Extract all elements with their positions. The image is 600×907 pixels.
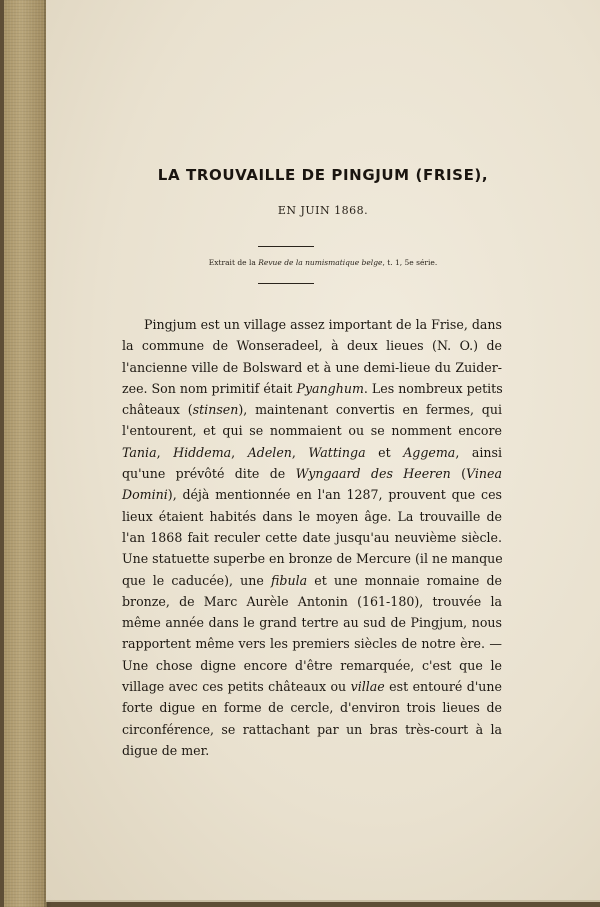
- body-line: [122, 378, 502, 399]
- document-title: LA TROUVAILLE DE PINGJUM (FRISE),: [157, 166, 489, 184]
- italic-text: Vinea: [466, 466, 503, 482]
- text-run: et une monnaie romaine de: [307, 572, 502, 588]
- body-line: [122, 740, 502, 761]
- text-run: lieux étaient habités dans le moyen âge. La trouvaille de: [122, 508, 502, 524]
- text-run: l'an 1868 fait reculer cette date jusqu'au neuvième siècle.: [122, 529, 502, 545]
- rule-bottom: [258, 283, 314, 284]
- text-run: , ainsi: [455, 444, 502, 460]
- text-run: l'entourent, et qui se nommaient ou se nomment encore: [122, 423, 502, 439]
- italic-text: stinsen: [192, 402, 239, 418]
- body-line: [122, 420, 502, 441]
- italic-text: Tania: [122, 444, 157, 460]
- italic-text: Wattinga: [308, 444, 366, 460]
- italic-text: Pyanghum: [296, 380, 364, 396]
- body-line: [122, 697, 502, 718]
- text-run: Pingjum est un village assez important de la Frise, dans: [144, 317, 502, 332]
- text-run: châteaux (: [122, 402, 193, 418]
- rule-top: [258, 246, 314, 247]
- cloth-spine: [4, 0, 47, 907]
- paper-page: [46, 0, 600, 902]
- italic-text: Hiddema: [173, 444, 232, 460]
- body-line: [122, 484, 502, 505]
- text-run: la commune de Wonseradeel, à deux lieues (N. O.) de: [122, 338, 502, 354]
- body-line: [122, 719, 502, 740]
- body-line: [122, 655, 502, 676]
- text-run: Une chose digne encore d'être remarquée, c'est que le: [122, 657, 502, 673]
- body-line: [122, 314, 502, 335]
- text-run: digue de mer.: [122, 742, 210, 758]
- body-line: [122, 527, 502, 548]
- document-date: EN JUIN 1868.: [277, 204, 369, 217]
- body-line: [122, 442, 502, 463]
- extract-prefix: Extrait de la: [208, 258, 259, 267]
- text-run: ,: [291, 444, 309, 460]
- text-run: et: [365, 444, 404, 460]
- body-line: [122, 335, 502, 356]
- italic-text: Adelen: [247, 444, 292, 460]
- text-run: ), déjà mentionnée en l'an 1287, prouvent que ces: [167, 487, 502, 503]
- text-run: ), maintenant convertis en fermes, qui: [238, 402, 502, 418]
- italic-text: Aggema: [403, 444, 456, 460]
- body-line: [122, 399, 502, 420]
- text-run: circonférence, se rattachant par un bras très-court à la: [122, 721, 502, 737]
- text-run: bronze, de Marc Aurèle Antonin (161-180), trouvée la: [122, 593, 502, 609]
- italic-text: Wyngaard des Heeren: [295, 466, 451, 482]
- extract-suffix: , t. 1, 5e série.: [382, 258, 438, 267]
- text-run: zee. Son nom primitif était: [122, 380, 297, 396]
- text-run: . Les nombreux petits: [363, 380, 503, 396]
- body-paragraph: [122, 314, 502, 761]
- text-run: rapportent même vers les premiers siècles de notre ère. —: [122, 636, 502, 652]
- body-line: [122, 633, 502, 654]
- body-line: [122, 548, 502, 569]
- text-run: même année dans le grand tertre au sud de Pingjum, nous: [122, 615, 502, 631]
- text-run: que le caducée), une: [122, 572, 272, 588]
- text-run: ,: [231, 444, 248, 460]
- body-line: [122, 676, 502, 697]
- body-line: [122, 591, 502, 612]
- body-line: [122, 357, 502, 378]
- body-line: [122, 570, 502, 591]
- body-line: [122, 506, 502, 527]
- body-line: [122, 463, 502, 484]
- italic-text: fibula: [271, 572, 308, 588]
- body-line: [122, 612, 502, 633]
- italic-text: Domini: [122, 487, 168, 503]
- text-run: forte digue en forme de cercle, d'environ trois lieues de: [122, 700, 502, 716]
- text-run: village avec ces petits châteaux ou: [122, 679, 351, 695]
- extract-note: [46, 258, 600, 267]
- text-run: qu'une prévôté dite de: [122, 466, 296, 482]
- text-run: est entouré d'une: [384, 679, 502, 695]
- text-run: l'ancienne ville de Bolsward et à une demi-lieue du Zuider-: [122, 359, 502, 375]
- text-run: (: [450, 466, 467, 482]
- text-run: Une statuette superbe en bronze de Mercure (il ne manque: [122, 551, 503, 567]
- italic-text: villae: [350, 679, 385, 695]
- text-run: ,: [156, 444, 174, 460]
- extract-journal: Revue de la numismatique belge: [258, 258, 383, 267]
